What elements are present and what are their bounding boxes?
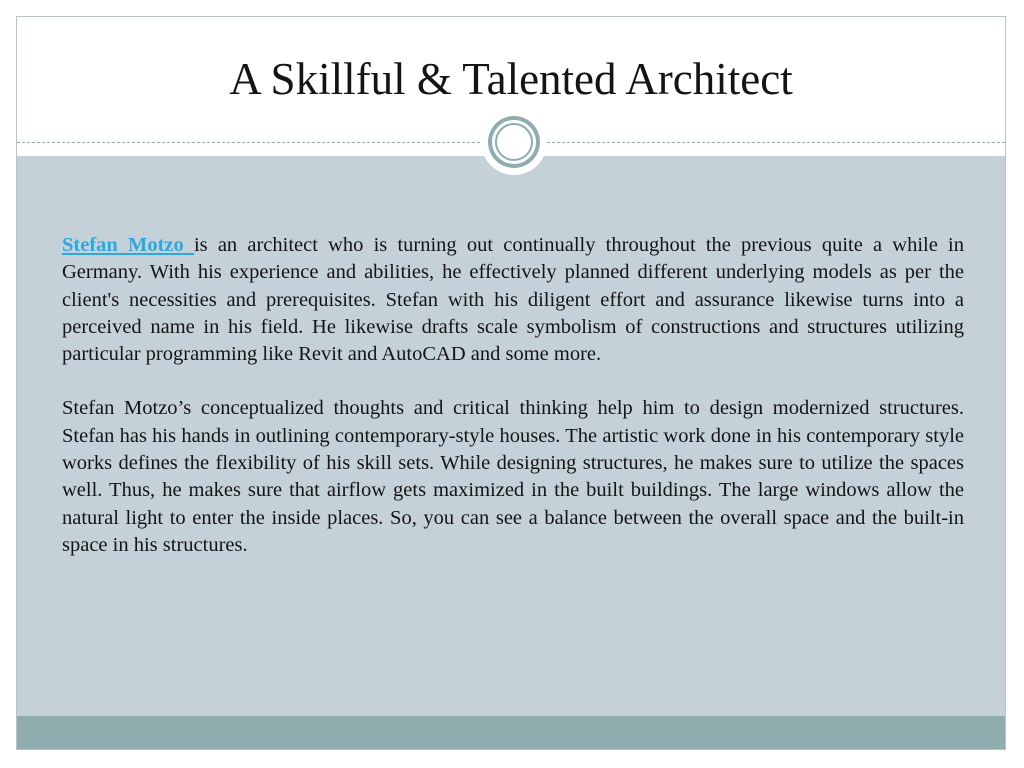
circle-ornament-icon xyxy=(481,109,547,175)
footer-bar xyxy=(17,716,1005,750)
slide xyxy=(16,16,1006,750)
paragraph-1-text: is an architect who is turning out continually throughout the previous quite a while in Germany. With his experience and abilities, he effectively planned different underlying models as per the client's necessities and prerequisites. Stefan with his diligent effort and assurance likewise turns into a perceived name in his field. He likewise drafts scale symbolism of constructions and structures utilizing particular programming like Revit and AutoCAD and some more. xyxy=(62,234,964,366)
slide-body xyxy=(62,232,964,586)
paragraph-1 xyxy=(62,232,964,368)
slide-title: A Skillful & Talented Architect xyxy=(229,54,793,104)
paragraph-2: Stefan Motzo’s conceptualized thoughts and critical thinking help him to design modernized structures. Stefan has his hands in outlining contemporary-style houses. The artistic work done in his contemporary style works defines the flexibility of his skill sets. While designing structures, he makes sure to utilize the spaces well. Thus, he makes sure that airflow gets maximized in the built buildings. The large windows allow the natural light to enter the inside places. So, you can see a balance between the overall space and the built-in space in his structures. xyxy=(62,397,964,556)
stefan-motzo-link[interactable]: Stefan Motzo xyxy=(62,234,194,256)
